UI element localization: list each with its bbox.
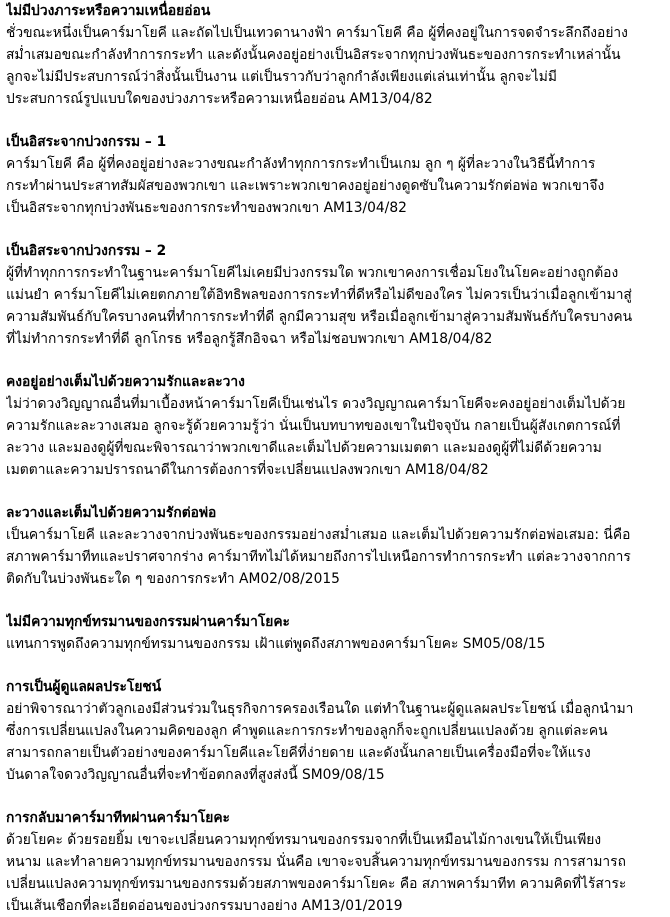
paragraph-line: อย่าพิจารณาว่าตัวลูกเองมีส่วนร่วมในธุรกิจการครองเรือนใด แต่ทำในฐานะผู้ดูแลผลประโยชน์ เมื่อลูกนำมา: [6, 701, 634, 717]
section-heading: ไม่มีบ่วงภาระหรือความเหนื่อยอ่อน: [6, 3, 211, 19]
paragraph-line: สามารถกลายเป็นตัวอย่างของคาร์มาโยคีและโยคีที่ง่ายดาย และดังนั้นกลายเป็นเครื่องมือที่จะให้แรง: [6, 745, 591, 761]
section-heading: คงอยู่อย่างเต็มไปด้วยความรักและละวาง: [6, 374, 245, 390]
paragraph-line: ความรักและละวางเสมอ ลูกจะรู้ด้วยความรู้ว่า นั่นเป็นบทบาทของเขาในปัจจุบัน กลายเป็นผู้สังเกตการณ์ที่: [6, 418, 621, 434]
paragraph-line: เมตตาและความปรารถนาดีในการต้องการที่จะเปลี่ยนแปลงพวกเขา AM18/04/82: [6, 462, 489, 478]
paragraph-line: คาร์มาโยคี คือ ผู้ที่คงอยู่อย่างละวางขณะกำลังทำทุกการกระทำเป็นเกม ลูก ๆ ผู้ที่ละวางในวิธีนี้ทำการ: [6, 156, 596, 172]
paragraph-line: ด้วยโยคะ ด้วยรอยยิ้ม เขาจะเปลี่ยนความทุกข์ทรมานของกรรมจากที่เป็นเหมือนไม้กางเขนให้เป็นเพียง: [6, 832, 602, 848]
section-heading: การเป็นผู้ดูแลผลประโยชน์: [6, 679, 162, 695]
paragraph-line: แทนการพูดถึงความทุกข์ทรมานของกรรม เฝ้าแต่พูดถึงสภาพของคาร์มาโยคะ SM05/08/15: [6, 636, 546, 652]
section-free-from-karmic-bondage-1: [6, 131, 664, 219]
paragraph-line: บันดาลใจดวงวิญญาณอื่นที่จะทำข้อตกลงที่สูงส่งนี้ SM09/08/15: [6, 767, 385, 783]
paragraph-line: ไม่ว่าดวงวิญญาณอื่นที่มาเบื้องหน้าคาร์มาโยคีเป็นเช่นไร ดวงวิญญาณคาร์มาโยคีจะคงอยู่อย่างเต็มไปด้วย: [6, 396, 626, 412]
paragraph-line: เป็นเส้นเชือกที่ละเอียดอ่อนของบ่วงกรรมบางอย่าง AM13/01/2019: [6, 898, 403, 914]
section-heading: เป็นอิสระจากบ่วงกรรม – 2: [6, 243, 167, 259]
section-heading: ไม่มีความทุกข์ทรมานของกรรมผ่านคาร์มาโยคะ: [6, 614, 290, 630]
paragraph-line: ความสัมพันธ์กับใครบางคนที่ทำการกระทำที่ดี ลูกมีความสุข หรือเมื่อลูกเข้ามาสู่ความสัมพันธ์กับใครบางคน: [6, 309, 633, 325]
paragraph-line: สภาพคาร์มาทีทและปราศจากร่าง คาร์มาทีทไม่ได้หมายถึงการไปเหนือการทำการกระทำ แต่ละวางจากการ: [6, 549, 631, 565]
paragraph-line: ลูกจะไม่มีประสบการณ์ว่าสิ่งนั้นเป็นงาน แต่เป็นราวกับว่าลูกกำลังเพียงแต่เล่นเท่านั้น ลูกจะไม่มี: [6, 69, 557, 85]
section-divider: [6, 110, 664, 131]
paragraph-line: ที่ไม่ทำการกระทำที่ดี ลูกโกรธ หรือลูกรู้สึกอิจฉา หรือไม่ชอบพวกเขา AM18/04/82: [6, 331, 493, 347]
paragraph-line: ชั่วขณะหนึ่งเป็นคาร์มาโยคี และถัดไปเป็นเทวดานางฟ้า คาร์มาโยคี คือ ผู้ที่คงอยู่ในการจดจำระลึกถึงอย่าง: [6, 25, 628, 41]
paragraph-line: เป็นคาร์มาโยคี และละวางจากบ่วงพันธะของกรรมอย่างสม่ำเสมอ และเต็มไปด้วยความรักต่อพ่อเสมอ: นี่คือ: [6, 527, 631, 543]
section-heading: เป็นอิสระจากบ่วงกรรม – 1: [6, 134, 167, 150]
section-divider: [6, 786, 664, 807]
section-heading: การกลับมาคาร์มาทีทผ่านคาร์มาโยคะ: [6, 810, 230, 826]
section-divider: [6, 350, 664, 371]
section-detached-and-loving-to-father: [6, 502, 664, 590]
paragraph-line: ติดกับในบ่วงพันธะใด ๆ ของการกระทำ AM02/08/2015: [6, 571, 340, 587]
paragraph-line: เป็นอิสระจากทุกบ่วงพันธะของการกระทำของพวกเขา AM13/04/82: [6, 200, 407, 216]
paragraph-line: สม่ำเสมอขณะกำลังทำการกระทำ และดังนั้นคงอยู่อย่างเป็นอิสระจากทุกบ่วงพันธะของการกระทำเหล่านั้น: [6, 47, 621, 63]
paragraph-line: ประสบการณ์รูปแบบใดของบ่วงภาระหรือความเหนื่อยอ่อน AM13/04/82: [6, 91, 433, 107]
section-karmateet-through-karmayoga: [6, 807, 664, 917]
section-no-suffering-of-karma: [6, 611, 664, 655]
paragraph-line: หนาม และทำลายความทุกข์ทรมานของกรรม นั่นคือ เขาจะจบสิ้นความทุกข์ทรมานของกรรม การสามารถ: [6, 854, 626, 870]
section-no-burden-or-tiredness: [6, 0, 664, 110]
paragraph-line: กระทำผ่านประสาทสัมผัสของพวกเขา และเพราะพวกเขาคงอยู่อย่างดูดซับในความรักต่อพ่อ พวกเขาจึง: [6, 178, 605, 194]
section-divider: [6, 655, 664, 676]
section-divider: [6, 481, 664, 502]
paragraph-line: แม่นยำ คาร์มาโยคีไม่เคยตกภายใต้อิทธิพลของการกระทำที่ดีหรือไม่ดีของใคร ไม่ควรเป็นว่าเมื่อลูกเข้ามาสู่: [6, 287, 632, 303]
section-being-a-trustee: [6, 676, 664, 786]
paragraph-line: ซึ่งการเปลี่ยนแปลงในความคิดของลูก คำพูดและการกระทำของลูกก็จะถูกเปลี่ยนแปลงด้วย ลูกแต่ละคน: [6, 723, 608, 739]
paragraph-line: เปลี่ยนแปลงความทุกข์ทรมานของกรรมด้วยสภาพของคาร์มาโยคะ คือ สภาพคาร์มาทีท ความคิดที่ไร้สาระ: [6, 876, 627, 892]
section-heading: ละวางและเต็มไปด้วยความรักต่อพ่อ: [6, 505, 217, 521]
section-free-from-karmic-bondage-2: [6, 240, 664, 350]
paragraph-line: ผู้ที่ทำทุกการกระทำในฐานะคาร์มาโยคีไม่เคยมีบ่วงกรรมใด พวกเขาคงการเชื่อมโยงในโยคะอย่างถูกต้อง: [6, 265, 619, 281]
section-divider: [6, 590, 664, 611]
paragraph-line: ละวาง และมองดูผู้ที่ขณะพิจารณาว่าพวกเขาดีและเต็มไปด้วยความเมตตา และมองดูผู้ที่ไม่ดีด้วยความ: [6, 440, 602, 456]
section-loving-and-detached: [6, 371, 664, 481]
section-divider: [6, 219, 664, 240]
